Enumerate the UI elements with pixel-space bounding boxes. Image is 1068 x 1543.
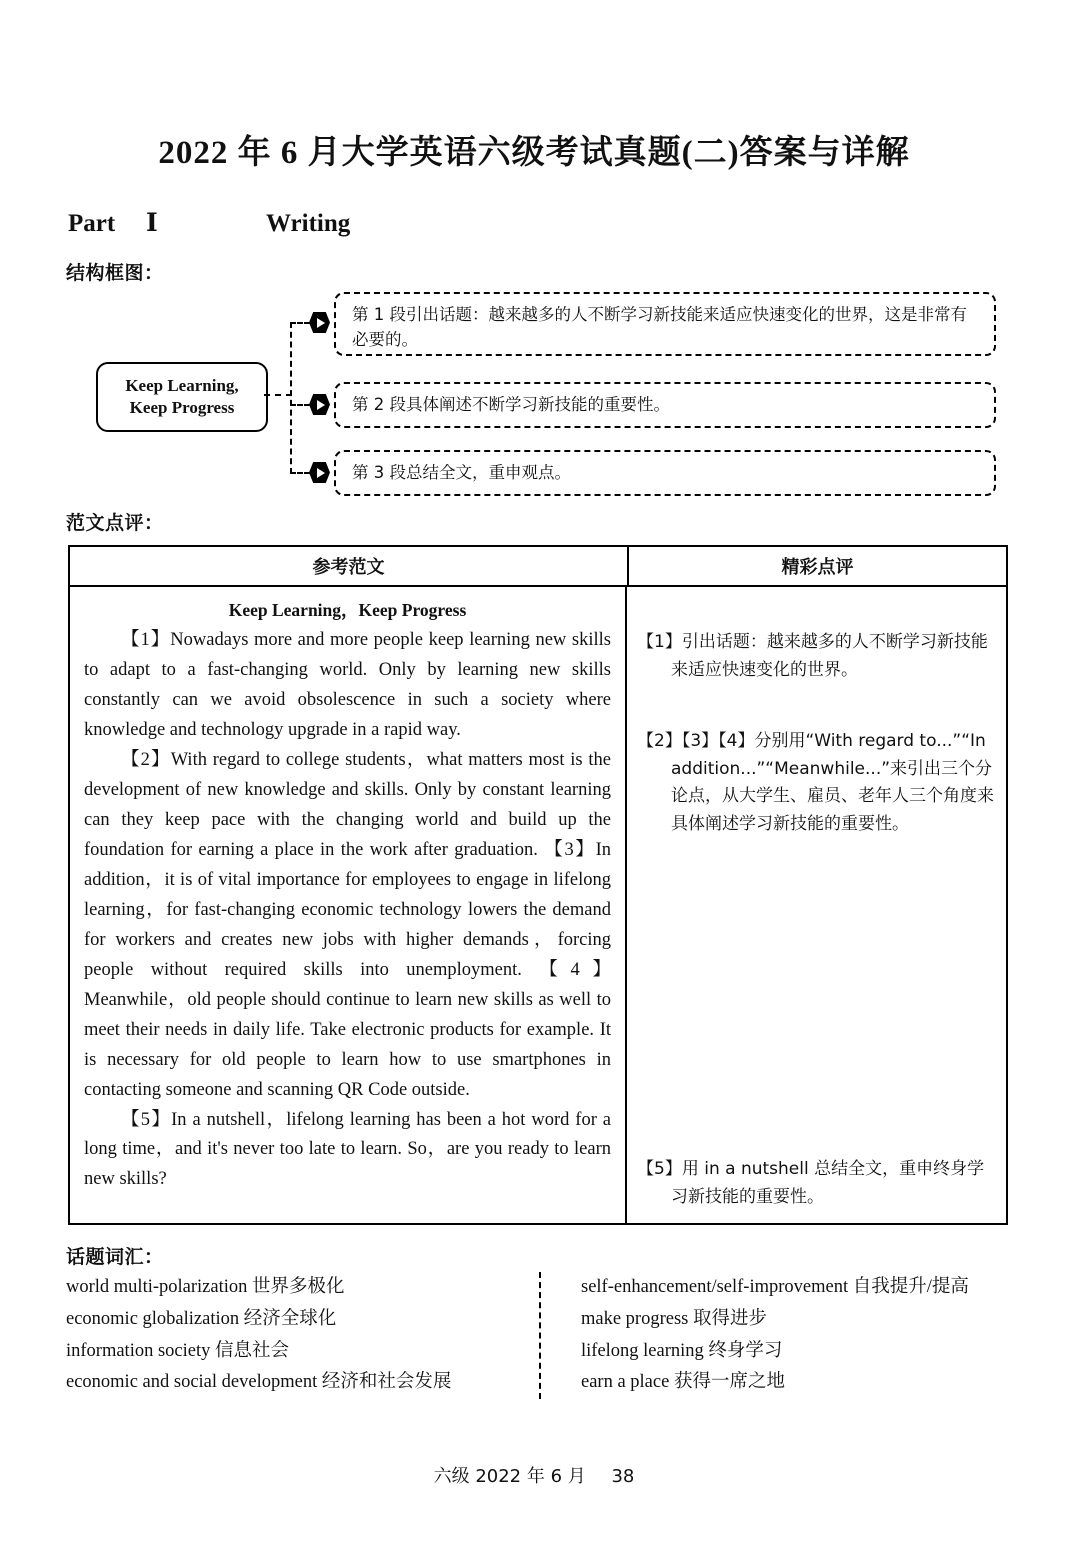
part-number: Ⅰ: [146, 208, 158, 237]
footer-page-number: 38: [611, 1466, 635, 1487]
diagram-branch-box: 第 2 段具体阐述不断学习新技能的重要性。: [334, 382, 996, 428]
table-header-row: [70, 547, 1006, 587]
diagram-root-connector: [264, 394, 292, 396]
essay-column: [70, 587, 627, 1223]
model-essay-section-label: 范文点评：: [66, 512, 164, 534]
vocabulary-item: information society 信息社会: [66, 1340, 289, 1361]
structure-section-label: 结构框图：: [66, 262, 164, 284]
vocabulary-column-right: [539, 1272, 1012, 1399]
part-title: Writing: [266, 210, 351, 237]
diagram-connector-2: [290, 404, 310, 406]
page-footer: [0, 1462, 1068, 1488]
vocabulary-item: earn a place 获得一席之地: [581, 1372, 785, 1393]
vocabulary-list: [66, 1272, 1012, 1399]
structure-diagram: [66, 292, 1006, 498]
part-heading: [68, 208, 628, 238]
diagram-root-box: [96, 362, 268, 432]
essay-paragraph: 【2】With regard to college students，what matters most is the development of new knowledge and skills. Only by constant learning can they keep pace with the changing world and build up the foundation for earning a place in the work after graduation. 【3】In addition，it is of vital importance for employees to engage in lifelong learning，for fast-changing economic technology lowers the demand for workers and creates new jobs with higher demands，forcing people without required skills into unemployment. 【4】 Meanwhile，old people should continue to learn new skills as well to meet their needs in daily life. Take electronic products for example. It is necessary for old people to learn how to use smartphones in contacting someone and scanning QR Code outside.: [84, 749, 611, 1100]
vocabulary-column-left: [66, 1272, 539, 1399]
column-header-comment: 精彩点评: [781, 557, 854, 578]
diagram-connector-1: [290, 322, 310, 324]
vocabulary-item: lifelong learning 终身学习: [581, 1340, 783, 1361]
diagram-root-line2: Keep Progress: [129, 398, 235, 417]
vocabulary-item: economic and social development 经济和社会发展: [66, 1372, 452, 1393]
model-essay-table: [68, 545, 1008, 1225]
essay-title: Keep Learning，Keep Progress: [228, 600, 467, 620]
table-body-row: [70, 587, 1006, 1223]
diagram-branch-box: 第 3 段总结全文，重申观点。: [334, 450, 996, 496]
diagram-trunk-line: [290, 322, 292, 474]
vocabulary-item: world multi-polarization 世界多极化: [66, 1277, 345, 1297]
diagram-root-line1: Keep Learning,: [125, 376, 239, 396]
comment-block: 【5】用 in a nutshell 总结全文，重申终身学习新技能的重要性。: [637, 1159, 985, 1207]
part-label: Part: [68, 210, 116, 237]
vocabulary-item: economic globalization 经济全球化: [66, 1308, 337, 1329]
diagram-connector-3: [290, 472, 310, 474]
diagram-branch-box: 第 1 段引出话题：越来越多的人不断学习新技能来适应快速变化的世界，这是非常有必要的。: [334, 292, 996, 356]
vocabulary-item: make progress 取得进步: [581, 1308, 767, 1329]
comment-block: 【1】引出话题：越来越多的人不断学习新技能来适应快速变化的世界。: [637, 632, 988, 680]
comment-column: [627, 587, 1006, 1223]
footer-exam-label: 六级 2022 年 6 月: [433, 1466, 586, 1487]
essay-paragraph: 【5】In a nutshell，lifelong learning has been a hot word for a long time，and it's never too late to learn. So，are you ready to learn new skills?: [84, 1109, 611, 1190]
vocabulary-section-label: 话题词汇：: [66, 1246, 164, 1268]
vocabulary-item: self-enhancement/self-improvement 自我提升/提高: [581, 1277, 969, 1297]
column-header-essay: 参考范文: [70, 547, 629, 585]
page-title: 2022 年 6 月大学英语六级考试真题(二)答案与详解: [158, 135, 910, 172]
arrow-right-icon: [309, 312, 330, 333]
comment-block: 【2】【3】【4】分别用“With regard to...”“In addition...”“Meanwhile...”来引出三个分论点，从大学生、雇员、老年人三个角度来具体阐述学习新技能的重要性。: [637, 731, 994, 834]
arrow-right-icon: [309, 394, 330, 415]
essay-paragraph: 【1】Nowadays more and more people keep learning new skills to adapt to a fast-changing world. Only by learning new skills constantly can we avoid obsolescence in such a society where knowledge and technology upgrade in a rapid way.: [84, 630, 611, 740]
arrow-right-icon: [309, 462, 330, 483]
